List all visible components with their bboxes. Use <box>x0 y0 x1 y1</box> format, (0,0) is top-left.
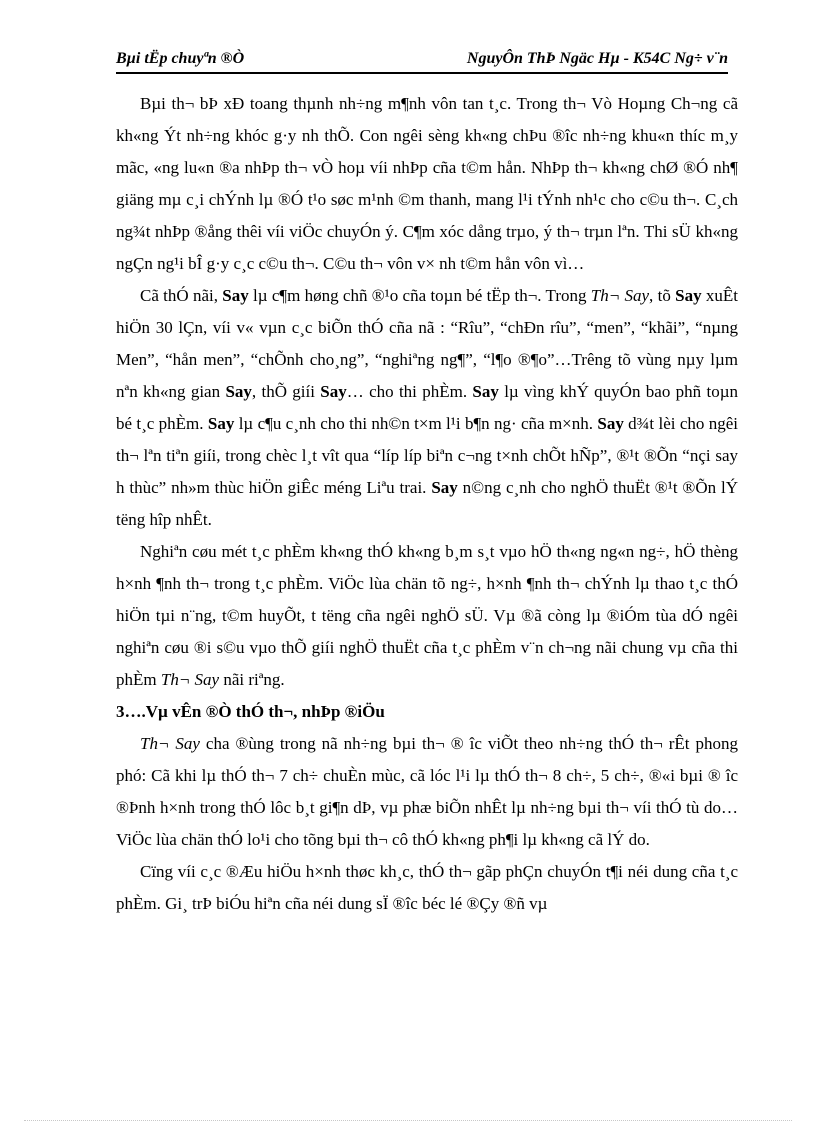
paragraph-2-text: lµ c¶u c¸nh cho thi nh©n t×m l¹i b¶n ng· cña m×nh. <box>234 414 598 433</box>
paragraph-2-text: , tõ <box>649 286 676 305</box>
say-bold: Say <box>597 414 624 433</box>
section-heading <box>116 696 738 728</box>
page-header <box>116 50 728 72</box>
title-italic: Th¬ Say <box>590 286 650 305</box>
title-italic: Th¬ Say <box>140 734 200 753</box>
paragraph-4 <box>116 728 738 856</box>
say-bold: Say <box>222 286 249 305</box>
header-rule <box>116 72 728 74</box>
header-right-author: NguyÔn ThÞ Ngäc Hµ - K54C Ng÷ v¨n <box>466 50 728 67</box>
paragraph-3-text: Nghiªn cøu mét t¸c phÈm kh«ng thÓ kh«ng b¸m s¸t vµo hÖ th«ng ng«n ng÷, hÖ thèng h×nh ¶nh th¬ trong t¸c phÈm. ViÖc lùa chän tõ ng÷, h×nh ¶nh th¬ chÝnh lµ thao t¸c thÓ hiÖn tµi n¨ng, t©m huyÕt, t tëng cña ngêi nghÖ sÜ. Vµ ®ã còng lµ ®iÓm tùa dÓ ngêi nghiªn cøu ®i s©u vµo thÕ giíi nghÖ thuËt cña t¸c phÈm v¨n ch¬ng nãi chung vµ cña thi phÈm <box>116 542 738 689</box>
say-bold: Say <box>472 382 499 401</box>
paragraph-3 <box>116 536 738 696</box>
paragraph-2-text: … cho thi phÈm. <box>346 382 473 401</box>
paragraph-3-text: nãi riªng. <box>219 670 285 689</box>
document-body <box>116 88 738 920</box>
section-heading-text: 3….Vµ vÊn ®Ò thÓ th¬, nhÞp ®iÖu <box>116 702 385 721</box>
paragraph-4-text: cha ®ùng trong nã nh÷ng bµi th¬ ® îc viÕt theo nh÷ng thÓ th¬ rÊt phong phó: Cã khi lµ thÓ th¬ 7 ch÷ chuÈn mùc, cã lóc l¹i lµ thÓ th¬ 8 ch÷, 5 ch÷, ®«i bµi ® îc ®Þnh h×nh trong thÓ lôc b¸t gi¶n dÞ, vµ phæ biÕn nhÊt lµ nh÷ng bµi th¬ víi thÓ tù do…ViÖc lùa chän thÓ lo¹i cho tõng bµi th¬ cô thÓ kh«ng ph¶i lµ kh«ng cã lÝ do. <box>116 734 738 849</box>
title-italic: Th¬ Say <box>160 670 220 689</box>
say-bold: Say <box>207 414 235 433</box>
say-bold: Say <box>431 478 458 497</box>
paragraph-2 <box>116 280 738 536</box>
paragraph-5-text: Cïng víi c¸c ®Æu hiÖu h×nh thøc kh¸c, thÓ th¬ gãp phÇn chuyÓn t¶i néi dung cña t¸c phÈm. Gi¸ trÞ biÓu hiªn cña néi dung sÏ ®îc béc lé ®Çy ®ñ vµ <box>116 862 738 913</box>
paragraph-2-text: n©ng c¸nh cho nghÖ thuËt ®¹t ®Õn lÝ tëng hîp nhÊt. <box>116 478 738 529</box>
paragraph-2-text: lµ vìng khÝ quyÓn bao phñ toµn bé t¸c phÈm. <box>116 382 738 433</box>
say-bold: Say <box>320 382 347 401</box>
paragraph-2-text: xuÊt hiÖn 30 lÇn, víi v« vµn c¸c biÕn thÓ cña nã : “Rîu”, “chÐn rîu”, “men”, “khãi”, “nµng Men”, “hån men”, “chÕnh cho¸ng”, “nghiªng ng¶”, “l¶o ®¶o”…Trêng tõ vùng nµy lµm nªn kh«ng gian <box>116 286 738 401</box>
paragraph-2-text: , thÕ giíi <box>251 382 321 401</box>
say-bold: Say <box>675 286 702 305</box>
say-bold: Say <box>225 382 252 401</box>
paragraph-1-text: Bµi th¬ bÞ xÐ toang thµnh nh÷ng m¶nh vôn tan t¸c. Trong th¬ Vò Hoµng Ch¬ng cã kh«ng Ýt nh÷ng khóc g·y nh thÕ. Con ngêi sèng kh«ng chÞu ®îc nh÷ng khu«n thíc m¸y mãc, «ng lu«n ®a nhÞp th¬ vÒ hoµ víi nhÞp cña t©m hån. NhÞp th¬ kh«ng chØ ®Ó nh¶ giäng mµ c¸i chÝnh lµ ®Ó t¹o søc m¹nh ©m thanh, mang l¹i tÝnh nh¹c cho c©u th¬. C¸ch ng¾t nhÞp ®ång thêi víi viÖc chuyÓn ý. C¶m xóc dång trµo, ý th¬ trµn lªn. Thi sÜ kh«ng ngÇn ng¹i bÎ g·y c¸c c©u th¬. C©u th¬ vôn v× nh t©m hån vôn vì… <box>116 94 738 273</box>
paragraph-2-text: Cã thÓ nãi, <box>140 286 223 305</box>
header-left-title: Bµi tËp chuyªn ®Ò <box>116 50 245 67</box>
paragraph-2-text: d¾t lèi cho ngêi th¬ lªn tiªn giíi, trong chèc l¸t vît qua “líp líp biªn c¬ng t×nh chÕt hÑp”, ®¹t ®Õn “nçi say h thùc” nh»m thùc hiÖn giÊc méng Liªu trai. <box>116 414 738 497</box>
paragraph-5 <box>116 856 738 920</box>
paragraph-1 <box>116 88 738 280</box>
paragraph-2-text: lµ c¶m høng chñ ®¹o cña toµn bé tËp th¬. Trong <box>248 286 591 305</box>
footer-dotted-line <box>24 1120 792 1121</box>
